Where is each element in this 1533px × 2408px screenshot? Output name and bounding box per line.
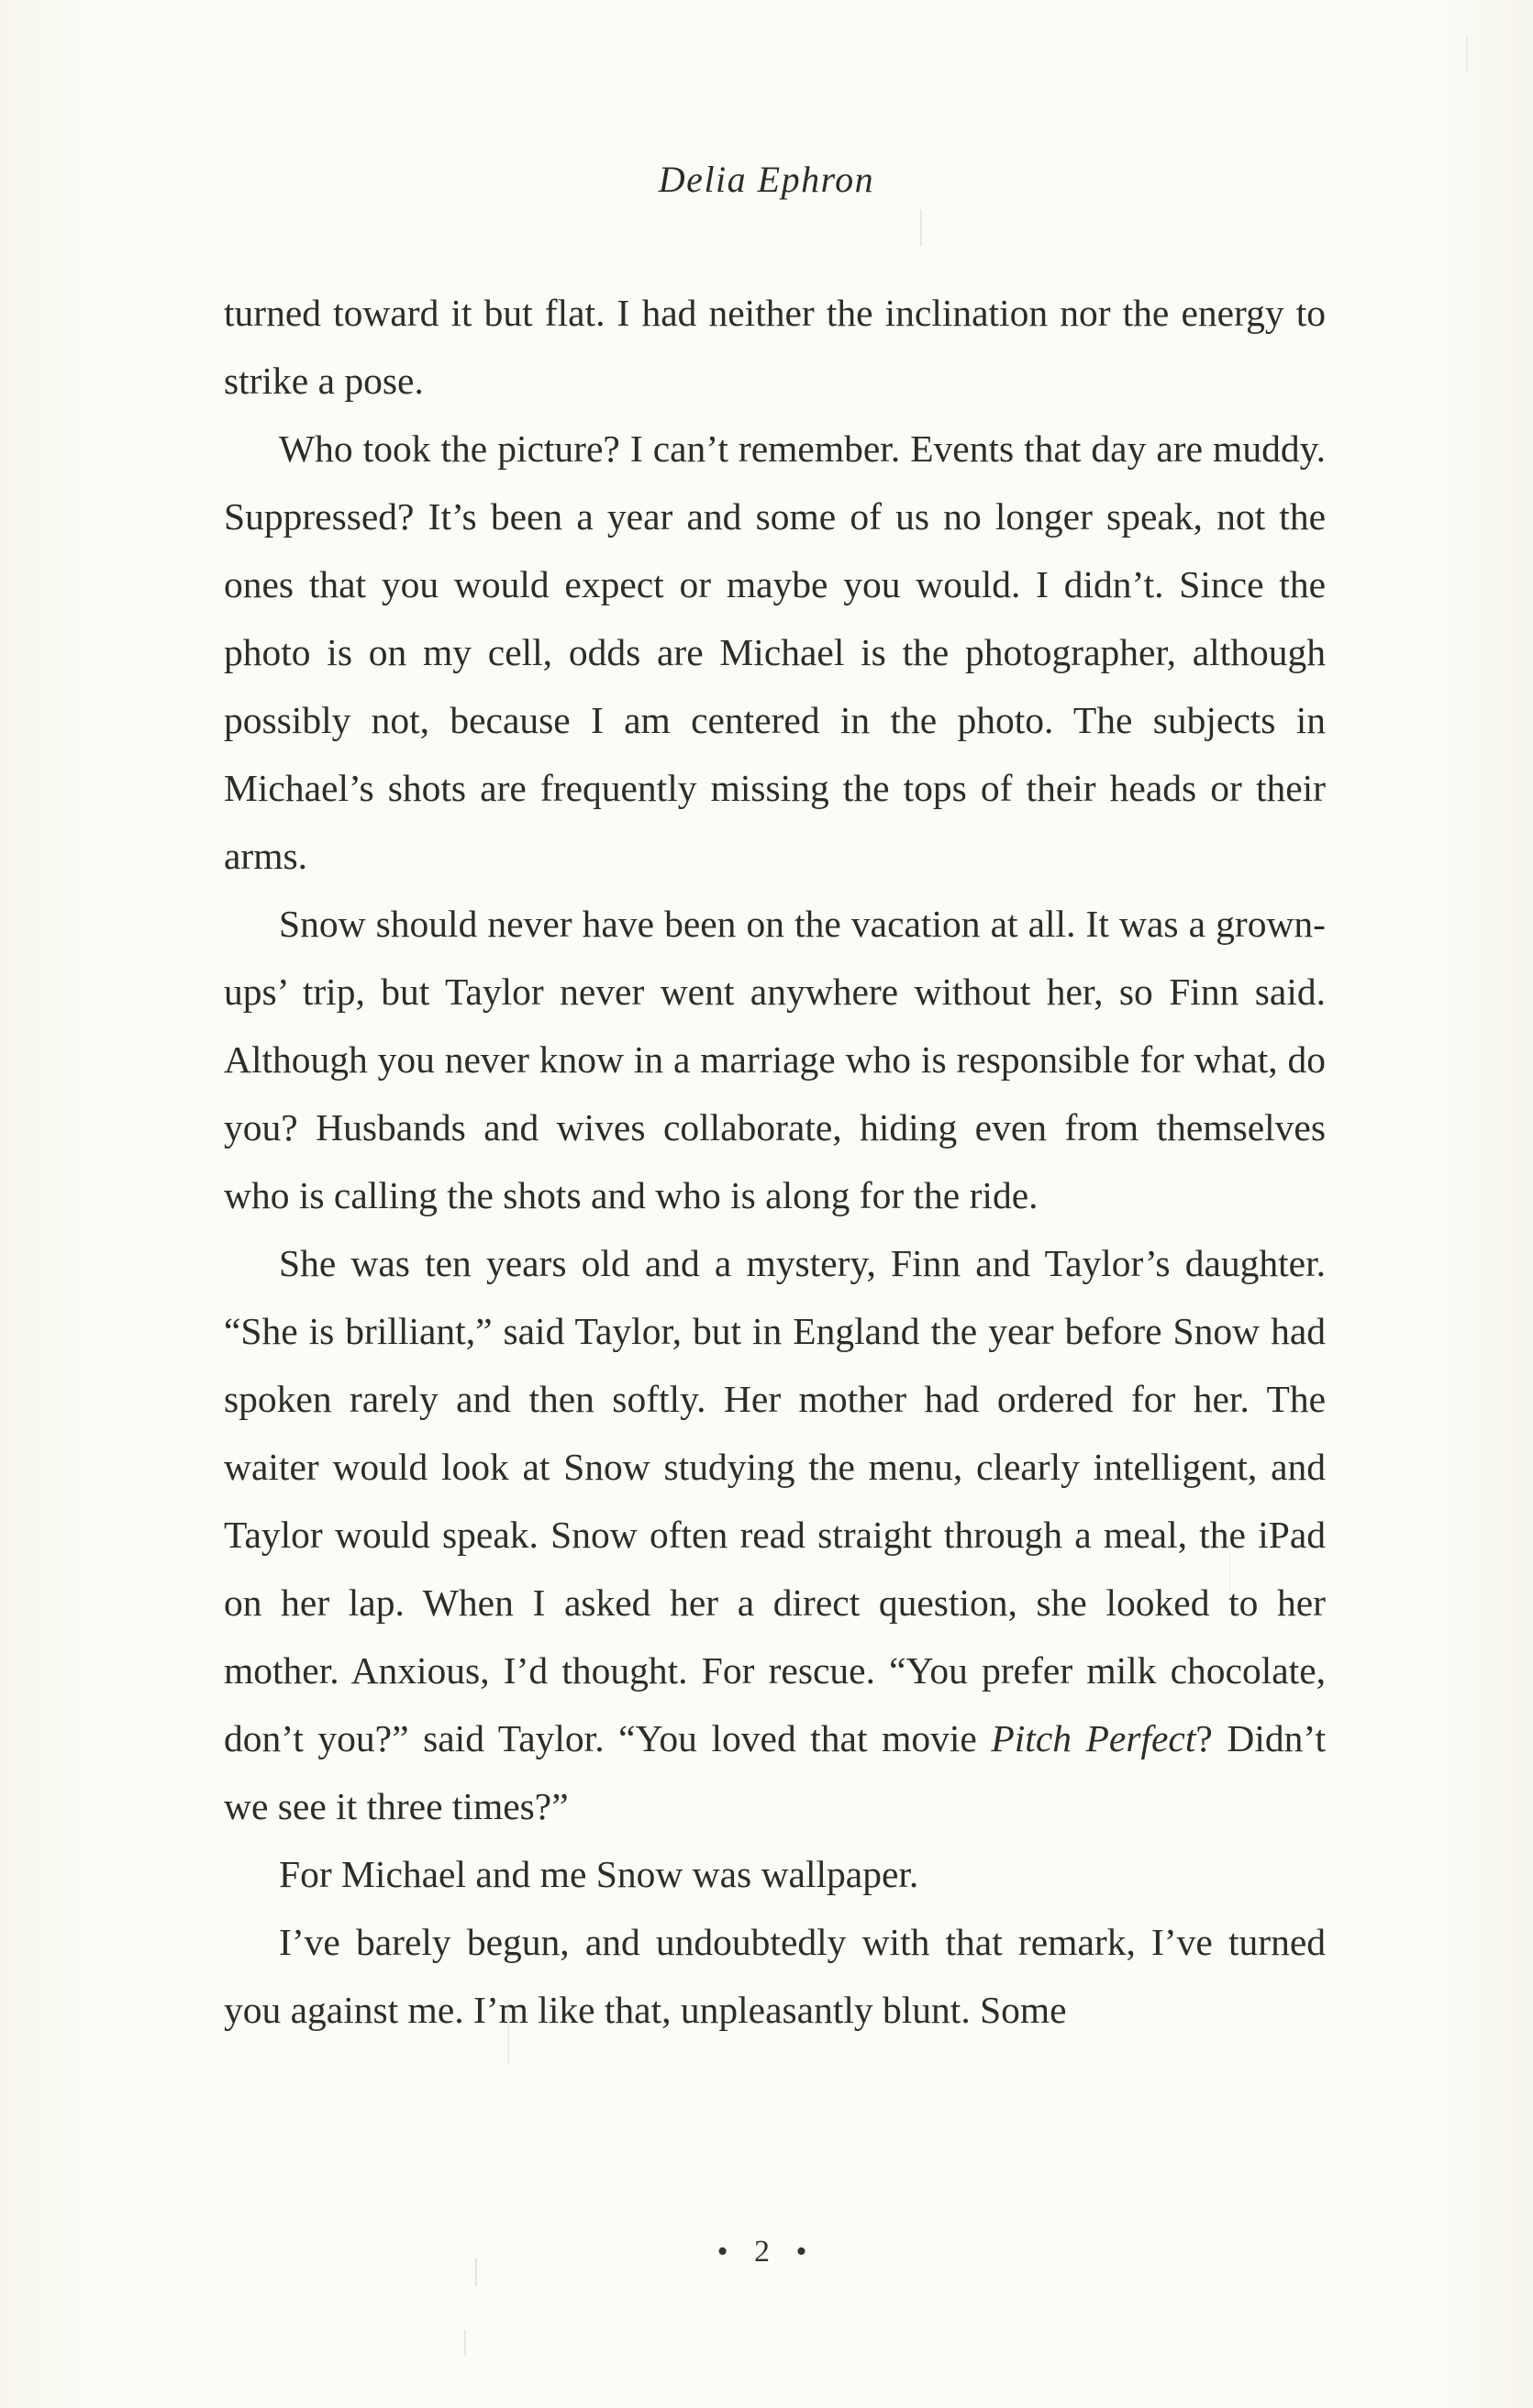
scan-mark <box>1229 1541 1230 1596</box>
body-text <box>224 279 1326 2044</box>
movie-title: Pitch Perfect <box>991 1717 1196 1759</box>
paragraph-1: turned toward it but flat. I had neither the inclination nor the energy to strike a pose. <box>224 292 1326 402</box>
paragraph-6: I’ve barely begun, and undoubtedly with that remark, I’ve turned you against me. I’m like that, unpleasantly blunt. Some <box>224 1921 1326 2031</box>
paragraph-2: Who took the picture? I can’t remember. Events that day are muddy. Suppressed? It’s been a year and some of us no longer speak, not the ones that you would expect or maybe you would. I didn’t. Since the photo is on my cell, odds are Michael is the photographer, although possibly not, because I am centered in the photo. The subjects in Michael’s shots are frequently missing the tops of their heads or their arms. <box>224 427 1326 877</box>
page-number: • 2 • <box>717 2235 816 2269</box>
paragraph-5: For Michael and me Snow was wallpaper. <box>279 1853 919 1895</box>
running-head: Delia Ephron <box>658 159 875 200</box>
scan-mark <box>1466 37 1468 73</box>
scan-mark <box>475 2258 477 2286</box>
scan-mark <box>464 2330 466 2356</box>
paragraph-3: Snow should never have been on the vacation at all. It was a grown-ups’ trip, but Taylor never went anywhere without her, so Finn said. Although you never know in a marriage who is responsible for what, do you? Husbands and wives collaborate, hiding even from themselves who is calling the shots and who is along for the ride. <box>224 903 1326 1216</box>
scan-mark <box>920 209 922 246</box>
paragraph-4-part-a: She was ten years old and a mystery, Finn and Taylor’s daughter. “She is brilliant,” said Taylor, but in England the year before Snow had spoken rarely and then softly. Her mother had ordered for her. The waiter would look at Snow studying the menu, clearly intelligent, and Taylor would speak. Snow often read straight through a meal, the iPad on her lap. When I asked her a direct question, she looked to her mother. Anxious, I’d thought. For rescue. “You prefer milk chocolate, don’t you?” said Taylor. “You loved that movie <box>224 1242 1326 1759</box>
paragraph-4 <box>224 1229 1326 1840</box>
scan-mark <box>507 2000 509 2064</box>
paragraph-4-part-b: ? Didn’t we see it three times?” <box>224 1717 1326 1827</box>
